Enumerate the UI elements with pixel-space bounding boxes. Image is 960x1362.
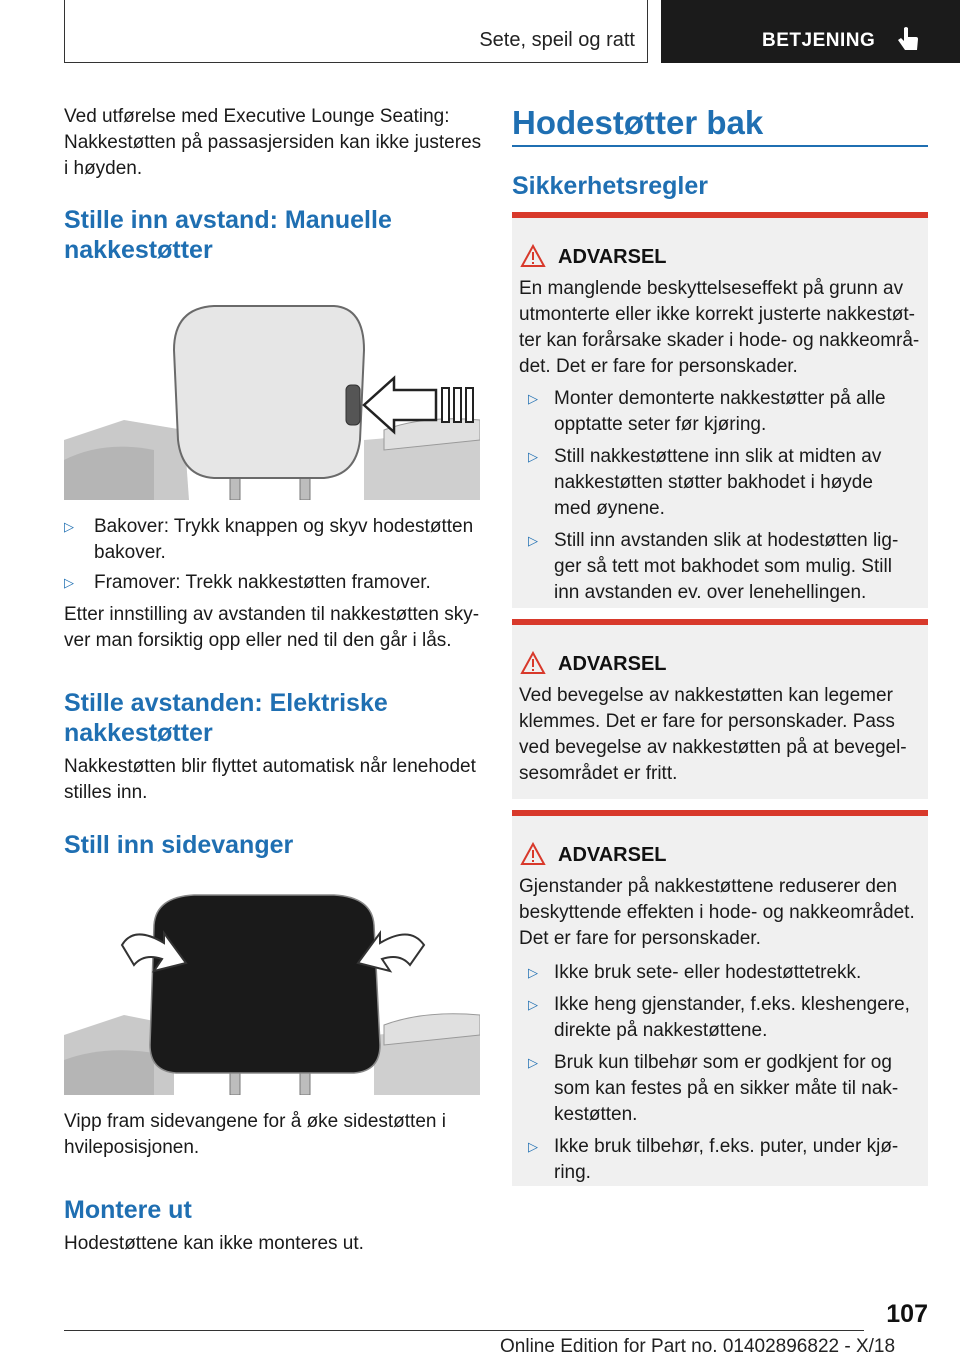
warning-text: Ved bevegelse av nakkestøtten kan legemer klemmes. Det er fare for personskader. Pass ved bevegelse av nakkestøtten på at bevegel-sesområdet er fritt. — [519, 685, 907, 784]
header-chapter-tab[interactable] — [661, 0, 960, 63]
list-item: ▷ Bakover: Trykk knappen og skyv hodestøtten bakover. — [64, 516, 474, 563]
footer-edition: Online Edition for Part no. 01402896822 - X/18 — [500, 1336, 896, 1357]
bullet-triangle-icon: ▷ — [528, 1139, 538, 1154]
hand-pointer-icon — [895, 26, 921, 54]
header-chapter-title: BETJENING — [762, 30, 876, 51]
electric-paragraph: Nakkestøtten blir flyttet automatisk når lenehodet stilles inn. — [64, 756, 476, 803]
after-manual-paragraph: Etter innstilling av avstanden til nakkestøtten sky-ver man forsiktig opp eller ned til den går i lås. — [64, 604, 480, 651]
warning-text: Gjenstander på nakkestøttene reduserer den beskyttende effekten i hode- og nakkeområdet. Det er fare for personskader. — [519, 876, 915, 949]
warning-triangle-icon — [520, 244, 546, 268]
warning-box: ADVARSEL En manglende beskyttelseseffekt på grunn av utmonterte eller ikke korrekt justerte nakkestøt-ter kan forårsake skader i hode- og nakkeområ-det. Det er fare for personskader. ▷ Monter demonterte nakkestøtter på alle opptatte seter før kjøring. ▷ Still nakkestøttene inn slik at midten av nakkestøtten støtter bakhodet i høyde med øynene. ▷ Still inn avstanden slik at hodestøtten lig-ger så tett mot bakhodet som mulig. Still inn avstanden ev. over lenehellingen. — [512, 212, 928, 608]
page-title: Hodestøtter bak — [512, 104, 764, 141]
bullet-triangle-icon: ▷ — [528, 965, 538, 980]
warning-box: ADVARSEL Gjenstander på nakkestøttene reduserer den beskyttende effekten i hode- og nakkeområdet. Det er fare for personskader. ▷ Ikke bruk sete- eller hodestøttetrekk. ▷ Ikke heng gjenstander, f.eks. kleshengere, direkte på nakkestøttene. ▷ Bruk kun tilbehør som er godkjent for og som kan festes på en sikker måte til nak-kestøtten. ▷ Ikke bruk tilbehør, f.eks. puter, under kjø-ring. — [512, 810, 928, 1186]
headrest-button-illustration — [64, 290, 480, 500]
title-rule — [512, 145, 928, 147]
intro-paragraph: Ved utførelse med Executive Lounge Seating: Nakkestøtten på passasjersiden kan ikke justeres i høyden. — [64, 106, 482, 179]
warning-triangle-icon — [520, 651, 546, 675]
bullet-triangle-icon: ▷ — [528, 997, 538, 1012]
subtitle: Sikkerhetsregler — [512, 172, 708, 200]
heading-electric-distance: Stille avstanden: Elektriske nakkestøtter — [64, 689, 388, 747]
header-section-box — [64, 0, 648, 63]
warning-title: ADVARSEL — [558, 246, 667, 268]
warning-title: ADVARSEL — [558, 653, 667, 675]
bullet-triangle-icon: ▷ — [528, 449, 538, 464]
side-paragraph: Vipp fram sidevangene for å øke sidestøtten i hvileposisjonen. — [64, 1111, 446, 1158]
heading-side-wings: Still inn sidevanger — [64, 831, 294, 859]
warning-triangle-icon — [520, 842, 546, 866]
warning-title: ADVARSEL — [558, 844, 667, 866]
remove-paragraph: Hodestøttene kan ikke monteres ut. — [64, 1233, 364, 1254]
heading-remove: Montere ut — [64, 1196, 192, 1224]
warning-box — [512, 619, 928, 799]
footer-rule — [64, 1330, 864, 1331]
heading-manual-distance: Stille inn avstand: Manuelle nakkestøtter — [64, 206, 392, 264]
page-number: 107 — [886, 1300, 928, 1328]
header-section-title: Sete, speil og ratt — [479, 29, 635, 51]
side-wings-illustration — [64, 885, 480, 1095]
bullet-triangle-icon: ▷ — [528, 391, 538, 406]
bullet-triangle-icon: ▷ — [528, 1055, 538, 1070]
warning-text: En manglende beskyttelseseffekt på grunn av utmonterte eller ikke korrekt justerte nakkestøt-ter kan forårsake skader i hode- og nakkeområ-det. Det er fare for personskader. — [519, 278, 920, 377]
list-item: ▷ Framover: Trekk nakkestøtten framover. — [64, 570, 480, 596]
bullet-triangle-icon: ▷ — [64, 575, 74, 590]
bullet-triangle-icon: ▷ — [64, 519, 74, 534]
bullet-triangle-icon: ▷ — [528, 533, 538, 548]
